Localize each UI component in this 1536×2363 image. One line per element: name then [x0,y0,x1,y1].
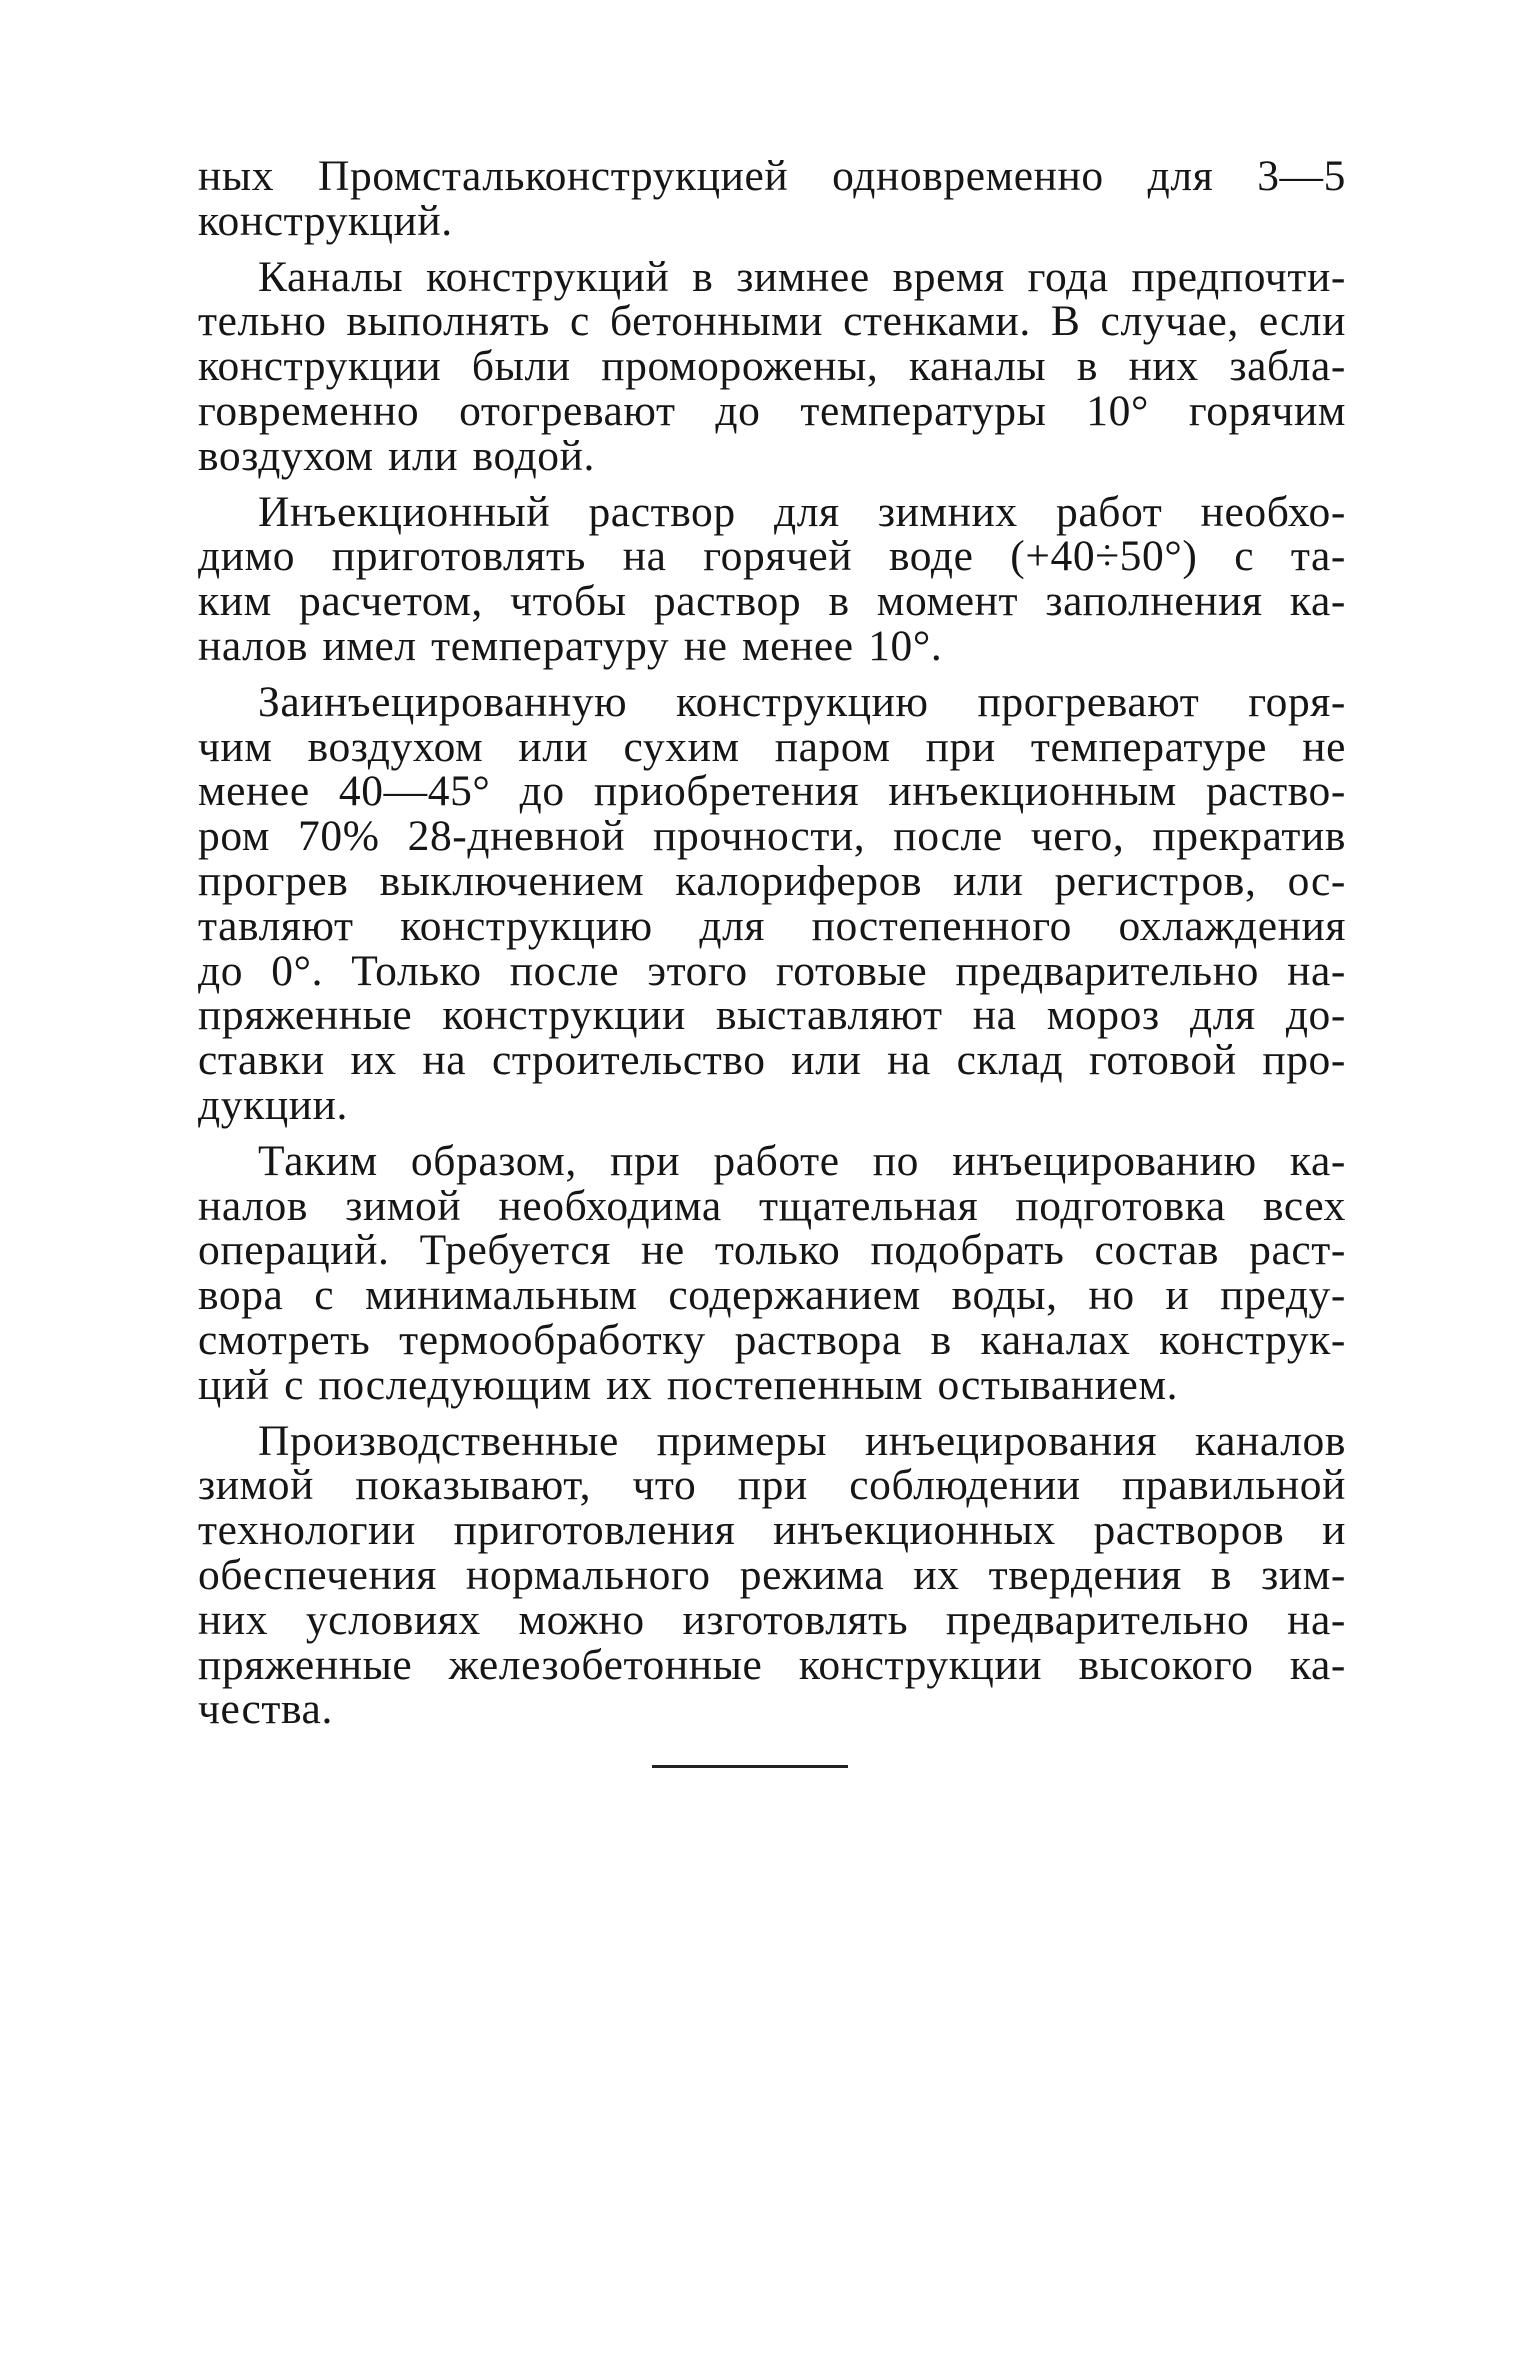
text-line: тельно выполнять с бетонными стенками. В случае, если [198,297,1346,346]
text-line: Таким образом, при работе по инъецированию ка- [258,1136,1346,1185]
text-line: конструкций. [198,196,453,245]
paragraph-5 [198,1136,1346,1409]
text-line: ставки их на строительство или на склад готовой про- [198,1036,1346,1085]
paragraph-4 [198,677,1346,1129]
text-line: дукции. [198,1080,348,1129]
text-line: ким расчетом, чтобы раствор в момент заполнения ка- [198,577,1346,626]
text-line: операций. Требуется не только подобрать состав раст- [198,1226,1346,1275]
text-line: налов имел температуру не менее 10°. [198,621,943,670]
text-line: менее 40—45° до приобретения инъекционным раство- [198,767,1346,816]
text-line: зимой показывают, что при соблюдении правильной [198,1461,1346,1510]
text-line: до 0°. Только после этого готовые предварительно на- [198,946,1346,995]
text-line: димо приготовлять на горячей воде (+40÷50°) с та- [198,532,1346,581]
paragraph-2 [198,252,1346,480]
text-line: технологии приготовления инъекционных растворов и [198,1506,1346,1555]
text-line: прогрев выключением калориферов или регистров, ос- [198,856,1346,905]
text-line: ром 70% 28-дневной прочности, после чего, прекратив [198,812,1346,861]
text-line: тавляют конструкцию для постепенного охлаждения [198,901,1346,950]
page-body [198,154,1346,1732]
text-line: ций с последующим их постепенным остыванием. [198,1360,1179,1409]
text-line: смотреть термообработку раствора в каналах конструк- [198,1315,1346,1364]
text-line: Заинъецированную конструкцию прогревают горя- [258,677,1346,726]
text-line: чим воздухом или сухим паром при температуре не [198,722,1346,771]
section-end-rule [652,1765,848,1768]
text-line: них условиях можно изготовлять предварительно на- [198,1595,1346,1644]
text-line: обеспечения нормального режима их твердения в зим- [198,1550,1346,1599]
text-line: вора с минимальным содержанием воды, но и преду- [198,1271,1346,1320]
text-line: Каналы конструкций в зимнее время года предпочти- [258,252,1346,301]
text-line: Инъекционный раствор для зимних работ необхо- [258,487,1346,536]
text-line: пряженные конструкции выставляют на мороз для до- [198,991,1346,1040]
paragraph-6 [198,1416,1346,1734]
paragraph-1 [198,154,1346,244]
text-line: воздухом или водой. [198,431,596,480]
text-line: конструкции были проморожены, каналы в них забла- [198,342,1346,391]
text-line: ных Промстальконструкцией одновременно для 3—5 [198,152,1346,200]
text-line: пряженные железобетонные конструкции высокого ка- [198,1640,1346,1689]
text-line: говременно отогревают до температуры 10° горячим [198,386,1346,435]
paragraph-3 [198,487,1346,670]
text-line: налов зимой необходима тщательная подготовка всех [198,1181,1346,1230]
text-line: Производственные примеры инъецирования каналов [258,1416,1346,1465]
text-line: чества. [198,1685,333,1734]
